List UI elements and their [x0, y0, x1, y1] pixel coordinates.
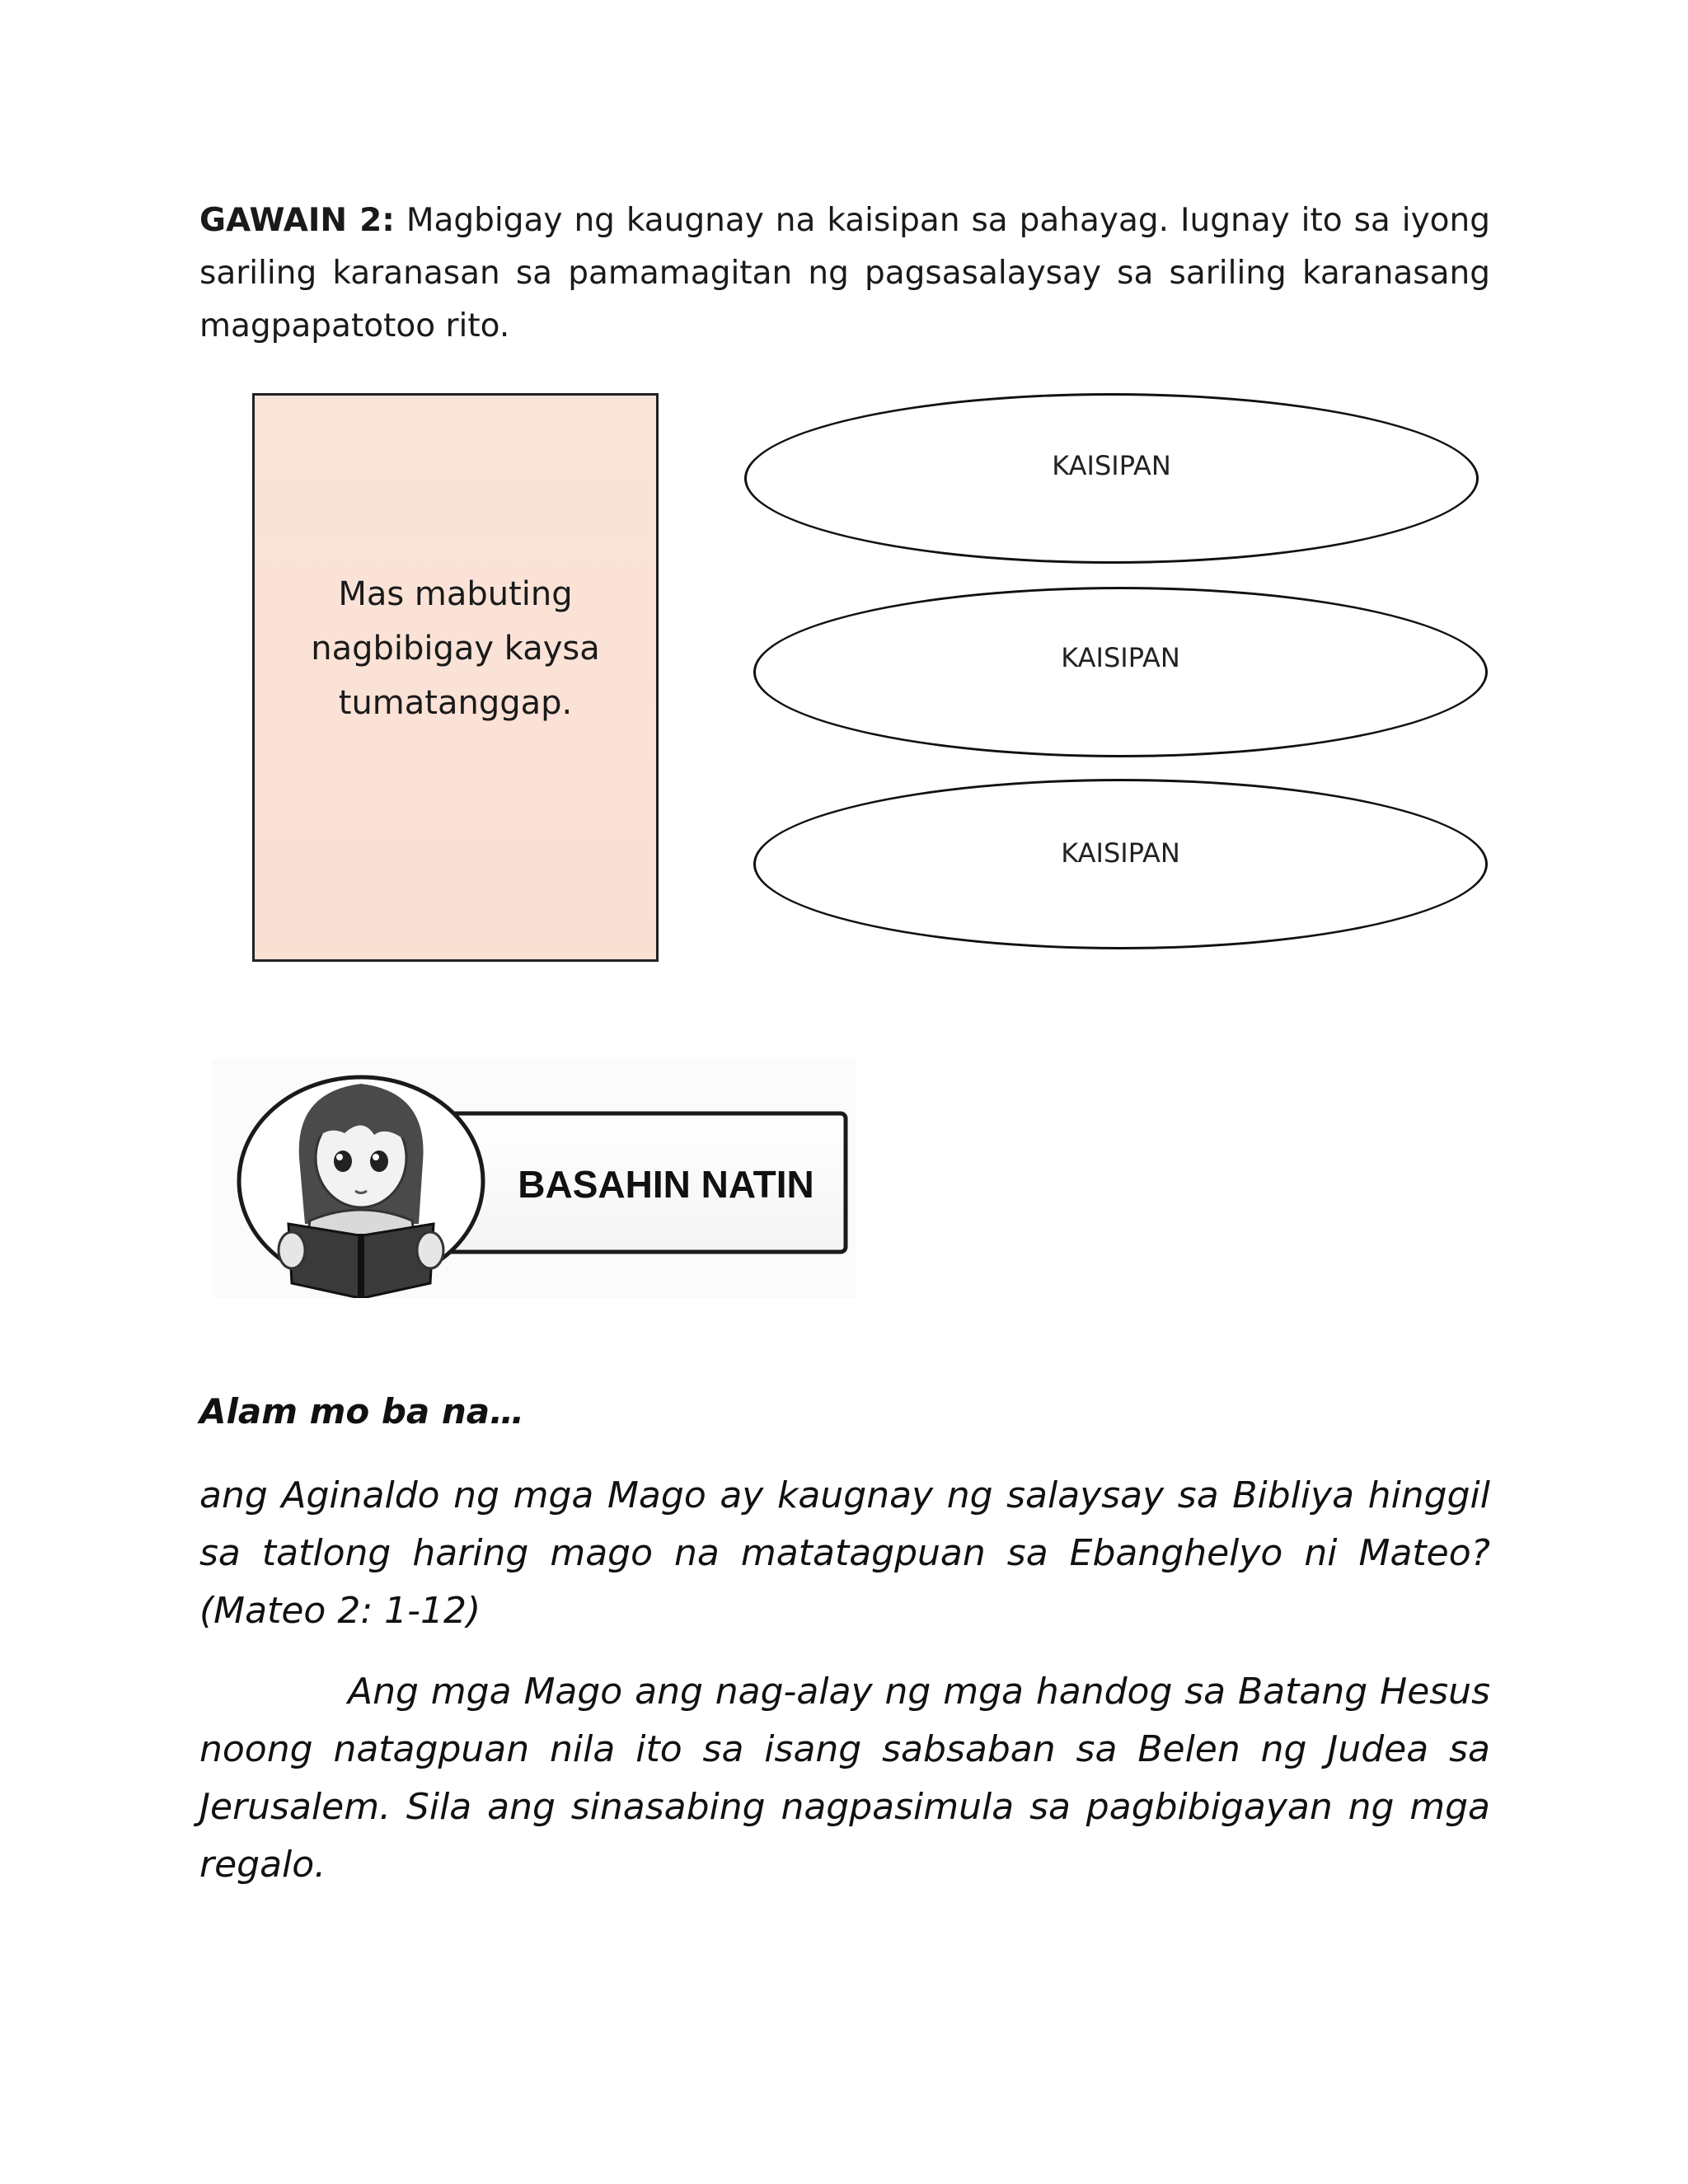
reading-paragraph-2: Ang mga Mago ang nag-alay ng mga handog sa Batang Hesus noong natagpuan nila ito sa isang sabsaban sa Belen ng Judea sa Jerusalem. Sila ang sinasabing nagpasimula sa pagbibigayan ng mga regalo. [199, 1671, 1490, 1886]
reading-banner [213, 1059, 856, 1298]
activity-label: GAWAIN 2: [199, 202, 395, 239]
idea-label-2: KAISIPAN [1061, 642, 1180, 673]
idea-label-1: KAISIPAN [1052, 450, 1171, 481]
activity-text: Magbigay ng kaugnay na kaisipan sa pahayag. Iugnay ito sa iyong sariling karanasan sa pamamagitan ng pagsasalaysay sa sariling karanasang magpapatotoo rito. [199, 202, 1490, 344]
statement-text: Mas mabuting nagbibigay kaysa tumatanggap. [311, 575, 600, 722]
idea-ellipse-2[interactable] [753, 587, 1488, 757]
reading-paragraph-2-block [199, 1663, 1490, 1894]
banner-title: BASAHIN NATIN [518, 1163, 814, 1206]
idea-ellipse-1[interactable] [744, 393, 1479, 564]
activity-instruction [199, 194, 1490, 353]
reading-heading: Alam mo ba na… [199, 1391, 525, 1432]
reading-paragraph-1: ang Aginaldo ng mga Mago ay kaugnay ng salaysay sa Bibliya hinggil sa tatlong haring mago na matatagpuan sa Ebanghelyo ni Mateo? (Mateo 2: 1-12) [199, 1474, 1490, 1632]
statement-box [252, 393, 659, 962]
idea-label-3: KAISIPAN [1061, 837, 1180, 869]
idea-ellipse-3[interactable] [753, 779, 1488, 949]
